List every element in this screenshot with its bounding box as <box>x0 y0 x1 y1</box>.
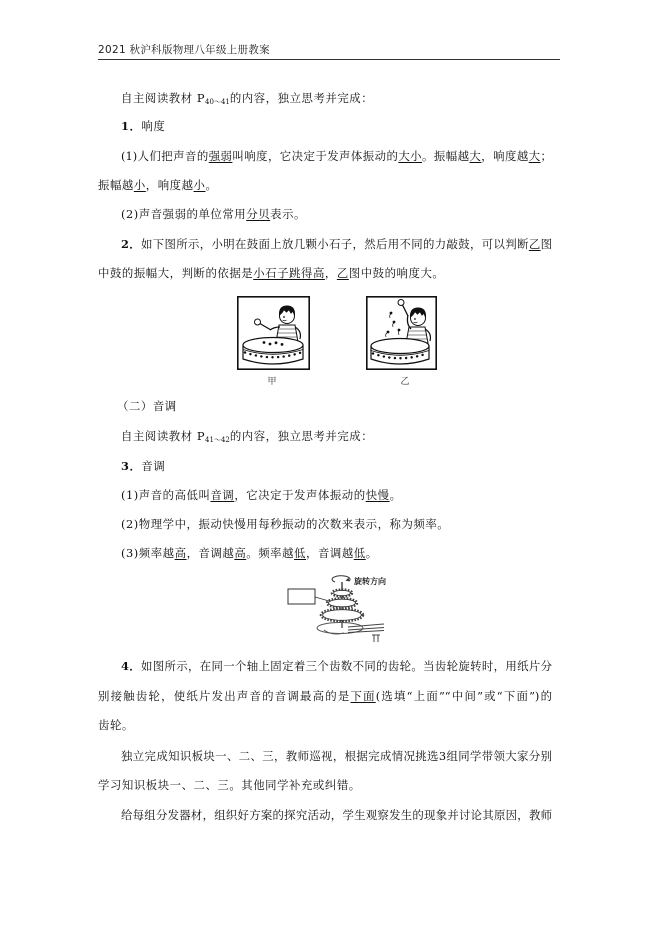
stick-head <box>255 319 261 325</box>
answer-blank: 小 <box>133 178 146 192</box>
answer-blank: 高 <box>234 546 247 560</box>
text-segment: 如图所示，在同一个轴上固定着三个齿数不同的齿轮。当齿轮旋转时，用纸片分 <box>141 659 552 673</box>
answer-blank: 乙 <box>528 237 541 251</box>
answer-blank: 下面 <box>350 689 376 703</box>
pebble <box>393 321 396 324</box>
paragraph-line: 独立完成知识板块一、二、三，教师巡视，根据完成情况挑选3组同学带领大家分别 <box>121 749 552 763</box>
drum-head <box>243 338 303 353</box>
answer-blank: 大 <box>528 149 541 163</box>
gear-middle <box>327 598 357 607</box>
section-title: （二）音调 <box>117 399 177 413</box>
answer-blank: 大 <box>469 149 482 163</box>
text-segment: ，音调越 <box>186 546 235 560</box>
text-segment: 。频率越 <box>246 546 295 560</box>
text-segment: 。振幅越 <box>422 149 470 163</box>
pebble <box>275 341 278 344</box>
text-segment: (2)声音强弱的单位常用 <box>121 207 247 221</box>
page-range: 40～41 <box>205 98 230 106</box>
instruction-text: 的内容，独立思考并完成： <box>229 91 374 105</box>
answer-blank: 快慢 <box>365 488 390 502</box>
question-number: 3． <box>121 459 142 473</box>
text-segment: 。 <box>365 546 378 560</box>
gear-disc <box>323 610 362 621</box>
text-segment: 中鼓的振幅大，判断的依据是 <box>98 266 254 280</box>
question-number: 2． <box>121 237 142 251</box>
text-segment: ，它决定于发声体振动的 <box>234 488 366 502</box>
paragraph-line: 给每组分发器材，组织好方案的探究活动，学生观察发生的现象并讨论其原因，教师 <box>121 808 552 822</box>
drum-head <box>371 339 429 354</box>
paragraph-line <box>121 234 552 254</box>
stick-head <box>398 300 404 306</box>
paragraph-line <box>98 686 552 706</box>
text-segment: (1)人们把声音的 <box>121 149 209 163</box>
question-number: 1． <box>121 119 142 133</box>
figure-label-left: 甲 <box>267 377 277 387</box>
question-heading <box>121 456 165 476</box>
paragraph-line <box>98 175 217 195</box>
reading-instruction <box>121 88 373 108</box>
answer-blank: 乙 <box>336 266 349 280</box>
drum-figure-right <box>366 296 437 370</box>
card <box>288 589 315 604</box>
answer-blank: 音调 <box>210 488 235 502</box>
gear-disc <box>329 599 356 607</box>
paragraph-line <box>121 204 306 224</box>
instruction-text: 的内容，独立思考并完成： <box>229 429 374 443</box>
answer-blank: 小 <box>193 178 206 192</box>
pebble <box>387 331 390 334</box>
drum <box>371 339 429 365</box>
instruction-text: 自主阅读教材 P <box>121 429 206 443</box>
paragraph-line <box>98 263 444 283</box>
text-segment: 表示。 <box>270 207 306 221</box>
paragraph-line <box>121 656 552 676</box>
text-segment: 图 <box>540 237 552 251</box>
paragraph-line: 学习知识板块一、二、三。其他同学补充或纠错。 <box>98 778 361 792</box>
pebble <box>398 329 401 332</box>
pebble <box>269 343 272 346</box>
question-title: 响度 <box>141 119 166 133</box>
text-segment: 如下图所示，小明在鼓面上放几颗小石子，然后用不同的力敲鼓，可以判断 <box>141 237 529 251</box>
answer-blank: 低 <box>353 546 366 560</box>
figure-label-right: 乙 <box>400 377 410 387</box>
paragraph-line: (2)物理学中，振动快慢用每秒振动的次数来表示，称为频率。 <box>121 517 450 531</box>
text-segment: ， <box>324 266 337 280</box>
paragraph-line <box>121 146 552 166</box>
eye <box>283 316 285 318</box>
text-segment: (1)声音的高低叫 <box>121 488 211 502</box>
text-segment: 振幅越 <box>98 178 134 192</box>
answer-blank: 强弱 <box>208 149 233 163</box>
answer-blank: 高 <box>174 546 187 560</box>
gear-disc <box>334 590 351 595</box>
drum-figure-left <box>237 296 310 370</box>
text-segment: ； <box>540 149 552 163</box>
gear-bottom <box>321 609 363 621</box>
eye <box>414 318 416 320</box>
text-segment: (选填“上面”“中间”或“下面”)的 <box>375 689 552 703</box>
paragraph-line <box>121 485 402 505</box>
running-header: 2021 秋沪科版物理八年级上册教案 <box>98 44 270 56</box>
text-segment: ，音调越 <box>306 546 354 560</box>
text-segment: 图中鼓的响度大。 <box>348 266 445 280</box>
text-segment: 叫响度，它决定于发声体振动的 <box>232 149 399 163</box>
header-rule <box>98 59 560 60</box>
arrow-head <box>346 578 350 582</box>
paragraph-line <box>121 543 378 563</box>
answer-blank: 低 <box>294 546 306 560</box>
paper-card <box>288 589 329 604</box>
answer-blank: 小石子跳得高 <box>253 266 325 280</box>
paragraph-line: 齿轮。 <box>98 718 134 732</box>
card-contact-line <box>315 597 329 601</box>
text-segment: 。 <box>389 488 402 502</box>
pebble <box>390 312 393 315</box>
drum <box>243 338 303 365</box>
text-segment: 。 <box>205 178 218 192</box>
text-segment: (3)频率越 <box>121 546 175 560</box>
stand <box>372 635 380 642</box>
base-and-handle <box>317 623 384 643</box>
pebble <box>281 343 284 346</box>
pebble <box>263 341 266 344</box>
text-segment: ，响度越 <box>145 178 194 192</box>
reading-instruction <box>121 426 373 446</box>
question-title: 音调 <box>141 459 166 473</box>
answer-blank: 大小 <box>398 149 423 163</box>
hand <box>324 630 344 634</box>
handle-bars <box>348 624 384 633</box>
gear-figure <box>280 570 386 646</box>
question-heading <box>121 116 165 136</box>
text-segment: 别接触齿轮，使纸片发出声音的音调最高的是 <box>98 689 351 703</box>
question-number: 4． <box>121 659 142 673</box>
answer-blank: 分贝 <box>246 207 271 221</box>
rotation-direction-label: 旋转方向 <box>354 577 386 586</box>
text-segment: ，响度越 <box>481 149 529 163</box>
page-range: 41～42 <box>205 436 230 444</box>
rotation-arrow <box>332 576 350 582</box>
instruction-text: 自主阅读教材 P <box>121 91 206 105</box>
